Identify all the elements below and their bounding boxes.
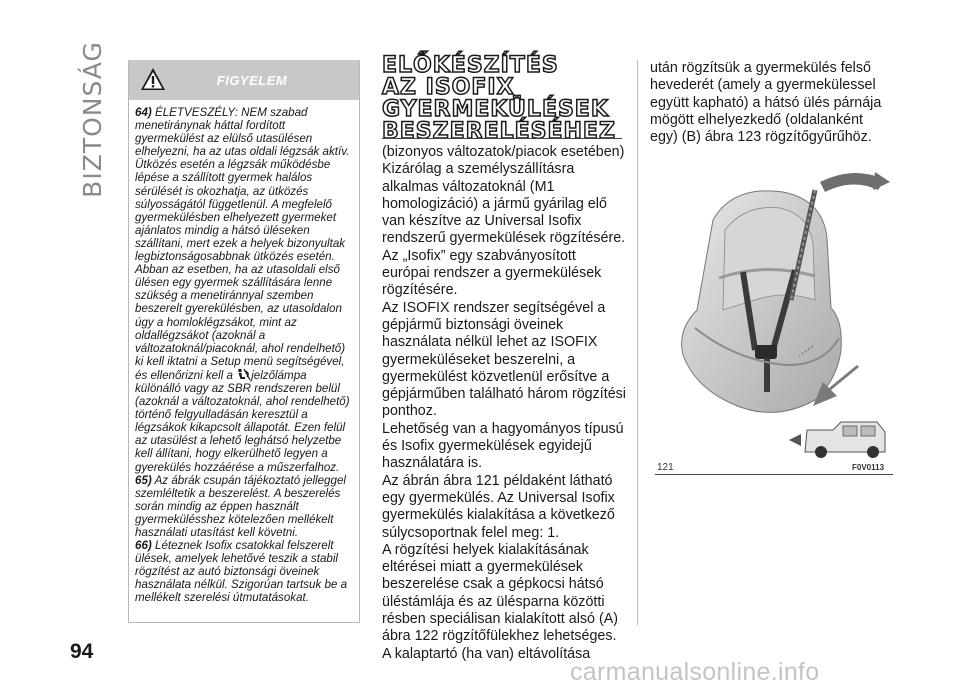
- isofix-child-seat-illustration: [655, 160, 895, 470]
- body-paragraph: után rögzítsük a gyermekülés felső hevederét (amely a gyermekülessel együtt kapható) a hátsó ülés párnája mögött elhelyezkedő (oldalanként egy) (B) ábra 123 rögzítőgyűrűhöz.: [650, 60, 882, 146]
- warning-box-header: [129, 60, 359, 100]
- warning-triangle-icon: [139, 65, 167, 93]
- body-paragraph: Az ISOFIX rendszer segítségével a gépjármű biztonsági öveinek használata nélkül lehet az ISOFIX gyermeküléseket beszerelni, a gyermekülést közvetlenül erősítve a gépjárműben található három rögzítési ponthoz.: [382, 299, 626, 420]
- body-paragraph: Az ábrán ábra 121 példaként látható egy gyermekülés. Az Universal Isofix gyermekülés kialakítása a következő súlycsoportnak felel meg: 1.: [382, 472, 615, 541]
- figure-number: 121: [657, 462, 674, 473]
- watermark: carmanualsonline.info: [570, 658, 820, 686]
- figure-code: F0V0113: [852, 463, 885, 472]
- heading-line: GYERMEKÜLÉSEK: [382, 97, 609, 122]
- warning-note-65: 65) Az ábrák csupán tájékoztató jelleggel szemléltetik a beszerelést. A beszerelés során mindig az éppen használt gyermekülésshez kötelezően mellékelt használati utasítást kell követni.: [135, 473, 346, 539]
- heading-rule: [382, 138, 622, 139]
- figure-rule: [655, 474, 893, 475]
- section-heading: [382, 55, 622, 143]
- warning-title: FIGYELEM: [216, 72, 288, 88]
- heading-line: ELŐKÉSZÍTÉS: [382, 53, 559, 78]
- warning-box: [128, 60, 360, 623]
- warning-note-64: 64) ÉLETVESZÉLY: NEM szabad menetiránynak háttal fordított gyermekülést az elülső utasülésen elhelyezni, ha az utas oldali légzsák aktív. Ütközés esetén a légzsák működésbe lépése a szállított gyermek halálos sérülését is okozhatja, az ütközés súlyosságától függetlenül. A megfelelő gyermekülésben elhelyezett gyermeket ajánlatos mindig a hátsó üléseken szállítani, mert ezek a helyek bizonyultak legbiztonságosabbnak ütközés esetén. Abban az esetben, ha az utasoldali első ülésen egy gyermek szállítására lenne szükség a menetiránnyal szemben beszerelt gyerekülésben, az utasoldalon úgy a homloklégzsákot, mint az oldallégzsákot (azoknál a változatoknál/piacoknál, ahol rendelhető) ki kell iktatni a Setup menü segítségével, és ellenőrizni kell a jelzőlámpa különálló vagy az SBR rendszeren belül (azoknál a változatoknál, ahol rendelhető) történő felgyulladásán keresztül a légzsákok kikapcsolt állapotát. Ezen felül az utasülést a lehető leghátsó helyzetbe kell állítani, hogy elkerülhető legyen a gyerekülés hozzáérése a műszerfalhoz.: [135, 106, 350, 474]
- heading-line: AZ ISOFIX: [382, 75, 515, 100]
- heading-line: BESZERELÉSÉHEZ: [382, 119, 616, 144]
- column-divider: [637, 60, 638, 625]
- body-column-middle: [382, 144, 627, 663]
- section-side-label: BIZTONSÁG: [77, 40, 107, 198]
- body-paragraph: A rögzítési helyek kialakításának eltérései miatt a gyermekülések beszerelése csak a gépkocsi hátsó üléstámlája és az ülésparna közötti résben speciálisan kialakított alsó (A) ábra 122 rögzítőfülekhez lehetséges. A kalaptartó (ha van) eltávolítása: [382, 541, 619, 662]
- warning-text: [129, 100, 359, 605]
- body-paragraph: Lehetőség van a hagyományos típusú és Isofix gyermekülések egyidejű használatára is.: [382, 420, 624, 472]
- warning-note-66: 66) Léteznek Isofix csatokkal felszerelt ülések, amelyek lehetővé teszik a stabil rögzítést az autó biztonsági öveinek használata nélkül. Szigorúan tartsuk be a mellékelt szerelési útmutatásokat.: [135, 539, 348, 605]
- passenger-airbag-off-icon: [236, 368, 251, 382]
- page-number: 94: [70, 640, 94, 663]
- body-paragraph: (bizonyos változatok/piacok esetében) Kizárólag a személyszállításra alkalmas változatoknál (M1 homologizáció) a jármű gyárilag elő van készítve az Universal Isofix rendszerű gyermekülések rögzítésére. Az „Isofix” egy szabványosított európai rendszer a gyermekülések rögzítésére.: [382, 144, 626, 299]
- body-column-right: [650, 60, 890, 146]
